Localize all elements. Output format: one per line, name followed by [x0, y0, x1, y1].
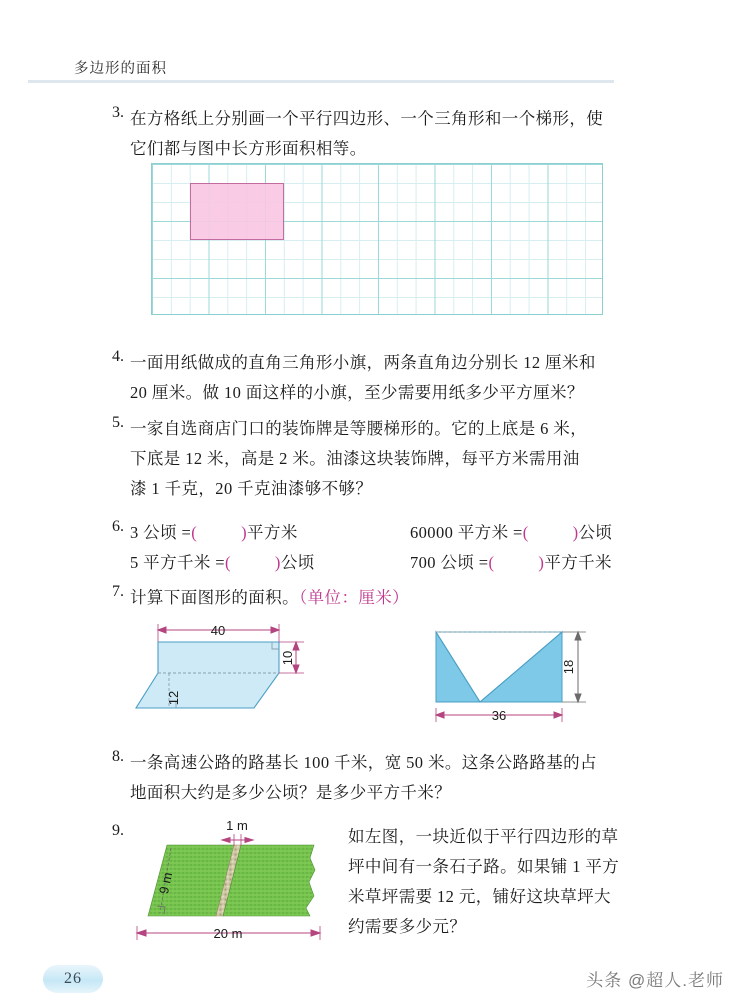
- problem-7: [98, 583, 676, 613]
- path-width-dimension: [222, 834, 253, 846]
- conversion-item-3: [130, 548, 410, 578]
- problem-6: [98, 518, 696, 578]
- conversion-2-rhs: 公顷: [578, 523, 613, 542]
- grid-paper-figure: [151, 163, 603, 315]
- problem-3-text: [130, 104, 676, 164]
- conversion-3-close-paren: ): [274, 553, 281, 572]
- page-number-pill: [43, 965, 103, 993]
- conversion-4-rhs: 平方千米: [544, 553, 612, 572]
- dimension-18-label: 18: [561, 659, 576, 675]
- problem-3-number: 3.: [112, 104, 124, 121]
- problem-7-prompt-row: [130, 583, 676, 613]
- conversion-1-close-paren: ): [241, 523, 248, 542]
- q9-lawn-figure: [124, 818, 349, 953]
- header-rule: [28, 80, 614, 83]
- running-head: 多边形的面积: [74, 61, 167, 77]
- problem-9-text: [348, 822, 648, 942]
- problem-5-line-2: 下底是 12 米，高是 2 米。油漆这块装饰牌，每平方米需用油: [130, 449, 580, 468]
- problem-4-line-1: 一面用纸做成的直角三角形小旗，两条直角边分别长 12 厘米和: [130, 353, 596, 372]
- problem-9-line-1: 如左图，一块近似于平行四边形的草: [348, 827, 619, 846]
- problem-9-number: 9.: [112, 822, 124, 839]
- conversion-3-rhs: 公顷: [280, 553, 315, 572]
- problem-4-number: 4.: [112, 348, 124, 365]
- problem-5-line-1: 一家自选商店门口的装饰牌是等腰梯形的。它的上底是 6 米，: [130, 419, 588, 438]
- q7-right-figure: [424, 616, 609, 728]
- lawn-base-label: 20 m: [213, 926, 243, 941]
- conversion-2-open-paren: (: [522, 523, 529, 542]
- conversion-3-lhs: 5 平方千米 =: [130, 553, 226, 572]
- conversion-3-open-paren: (: [225, 553, 231, 572]
- problem-4: [98, 348, 676, 408]
- conversion-1-lhs: 3 公顷 =: [130, 523, 192, 542]
- composite-outline: [136, 642, 279, 708]
- problem-9-line-2: 坪中间有一条石子路。如果铺 1 平方: [348, 857, 620, 876]
- problem-3: [98, 104, 676, 164]
- problem-5: [98, 414, 676, 504]
- composite-shape-svg: [126, 616, 361, 728]
- notched-rectangle-svg: [424, 616, 609, 728]
- path-width-label: 1 m: [226, 818, 248, 833]
- problem-8-number: 8.: [112, 748, 124, 765]
- problem-7-unit-note: （单位：厘米）: [299, 588, 410, 607]
- problem-8-line-1: 一条高速公路的路基长 100 千米，宽 50 米。这条公路路基的占: [130, 753, 597, 772]
- problem-6-row-1: [130, 518, 696, 548]
- conversion-item-1: [130, 518, 410, 548]
- dimension-12-label: 12: [166, 690, 181, 706]
- conversion-item-2: [410, 518, 612, 548]
- problem-6-row-2: [130, 548, 696, 578]
- problem-8: [98, 748, 676, 808]
- page-number: 26: [64, 970, 82, 987]
- problem-6-number: 6.: [112, 518, 124, 535]
- dimension-36-label: 36: [491, 708, 507, 723]
- conversion-4-open-paren: (: [488, 553, 495, 572]
- conversion-2-close-paren: ): [572, 523, 579, 542]
- conversion-item-4: [410, 548, 612, 578]
- lawn-svg: [124, 818, 349, 953]
- q7-left-figure: [126, 616, 361, 728]
- problem-3-line-2: 它们都与图中长方形面积相等。: [130, 139, 367, 158]
- dimension-10-label: 10: [280, 650, 295, 666]
- dimension-40-label: 40: [210, 623, 226, 638]
- problem-7-prompt: 计算下面图形的面积。: [130, 588, 299, 607]
- problem-9-line-3: 米草坪需要 12 元，铺好这块草坪大: [348, 887, 611, 906]
- conversion-4-lhs: 700 公顷 =: [410, 553, 489, 572]
- lawn-height-label: 9 m: [156, 870, 176, 896]
- problem-4-line-2: 20 厘米。做 10 面这样的小旗，至少需要用纸多少平方厘米？: [130, 383, 584, 402]
- shaded-region: [436, 632, 562, 702]
- problem-3-line-1: 在方格纸上分别画一个平行四边形、一个三角形和一个梯形，使: [130, 109, 604, 128]
- problem-5-text: [130, 414, 676, 504]
- problem-5-number: 5.: [112, 414, 124, 431]
- problem-7-text: [130, 583, 676, 613]
- watermark: 头条 @超人.老师: [586, 971, 724, 990]
- problem-9-line-4: 约需要多少元？: [348, 917, 467, 936]
- conversion-4-close-paren: ): [538, 553, 545, 572]
- problem-8-text: [130, 748, 676, 808]
- problem-8-line-2: 地面积大约是多少公顷？是多少平方千米？: [130, 783, 452, 802]
- conversion-2-lhs: 60000 平方米 =: [410, 523, 523, 542]
- conversion-1-open-paren: (: [191, 523, 198, 542]
- problem-5-line-3: 漆 1 千克，20 千克油漆够不够？: [130, 479, 373, 498]
- problem-7-number: 7.: [112, 583, 124, 600]
- pink-rectangle: [190, 183, 284, 240]
- problem-4-text: [130, 348, 676, 408]
- conversion-1-rhs: 平方米: [247, 523, 298, 542]
- problem-6-body: [130, 518, 696, 578]
